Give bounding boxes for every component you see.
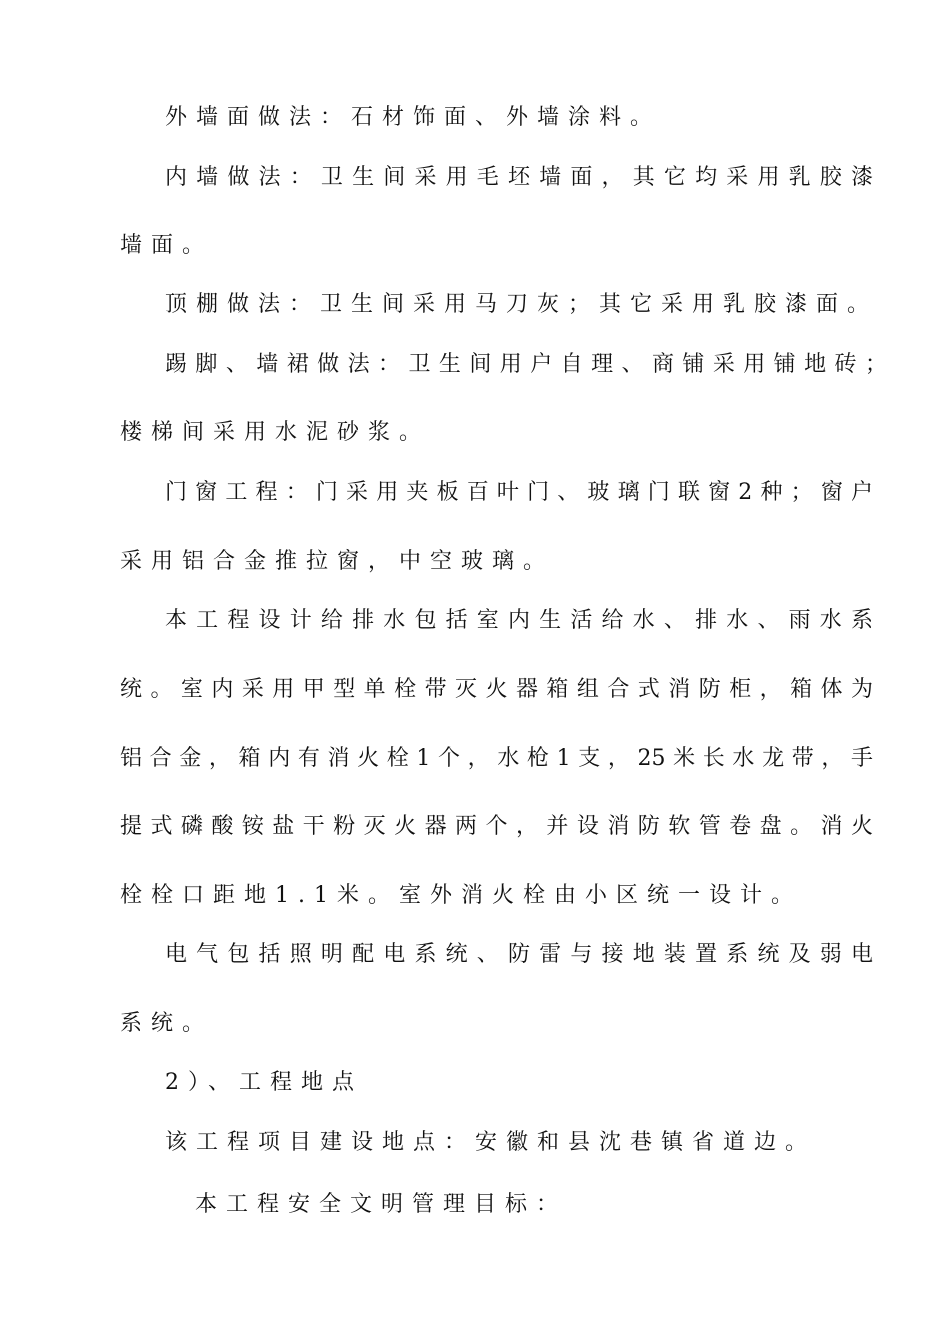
text-line-1: 外墙面做法：石材饰面、外墙涂料。 xyxy=(165,105,662,130)
text-line-10: 统。室内采用甲型单栓带灭火器箱组合式消防柜，箱体为 xyxy=(120,677,873,702)
text-line-15: 系统。 xyxy=(120,1011,214,1036)
text-line-11: 铝合金，箱内有消火栓1个，水枪1支，25米长水龙带，手 xyxy=(120,746,873,771)
text-line-4: 顶棚做法：卫生间采用马刀灰；其它采用乳胶漆面。 xyxy=(165,292,879,317)
text-line-8: 采用铝合金推拉窗，中空玻璃。 xyxy=(120,549,555,574)
text-line-3: 墙面。 xyxy=(120,233,214,258)
section-heading: 2）、工程地点 xyxy=(165,1070,363,1095)
text-line-14: 电气包括照明配电系统、防雷与接地装置系统及弱电 xyxy=(165,942,873,967)
text-line-18: 本工程安全文明管理目标： xyxy=(195,1192,568,1217)
text-line-5: 踢脚、墙裙做法：卫生间用户自理、商铺采用铺地砖； xyxy=(165,352,887,377)
text-line-17: 该工程项目建设地点：安徽和县沈巷镇省道边。 xyxy=(165,1130,817,1155)
text-line-2: 内墙做法：卫生间采用毛坯墙面，其它均采用乳胶漆 xyxy=(165,165,873,190)
text-line-7: 门窗工程：门采用夹板百叶门、玻璃门联窗2种；窗户 xyxy=(165,480,873,505)
text-line-9: 本工程设计给排水包括室内生活给水、排水、雨水系 xyxy=(165,608,873,633)
text-line-12: 提式磷酸铵盐干粉灭火器两个，并设消防软管卷盘。消火 xyxy=(120,814,873,839)
text-line-13: 栓栓口距地1.1米。室外消火栓由小区统一设计。 xyxy=(120,883,802,908)
text-line-6: 楼梯间采用水泥砂浆。 xyxy=(120,420,431,445)
